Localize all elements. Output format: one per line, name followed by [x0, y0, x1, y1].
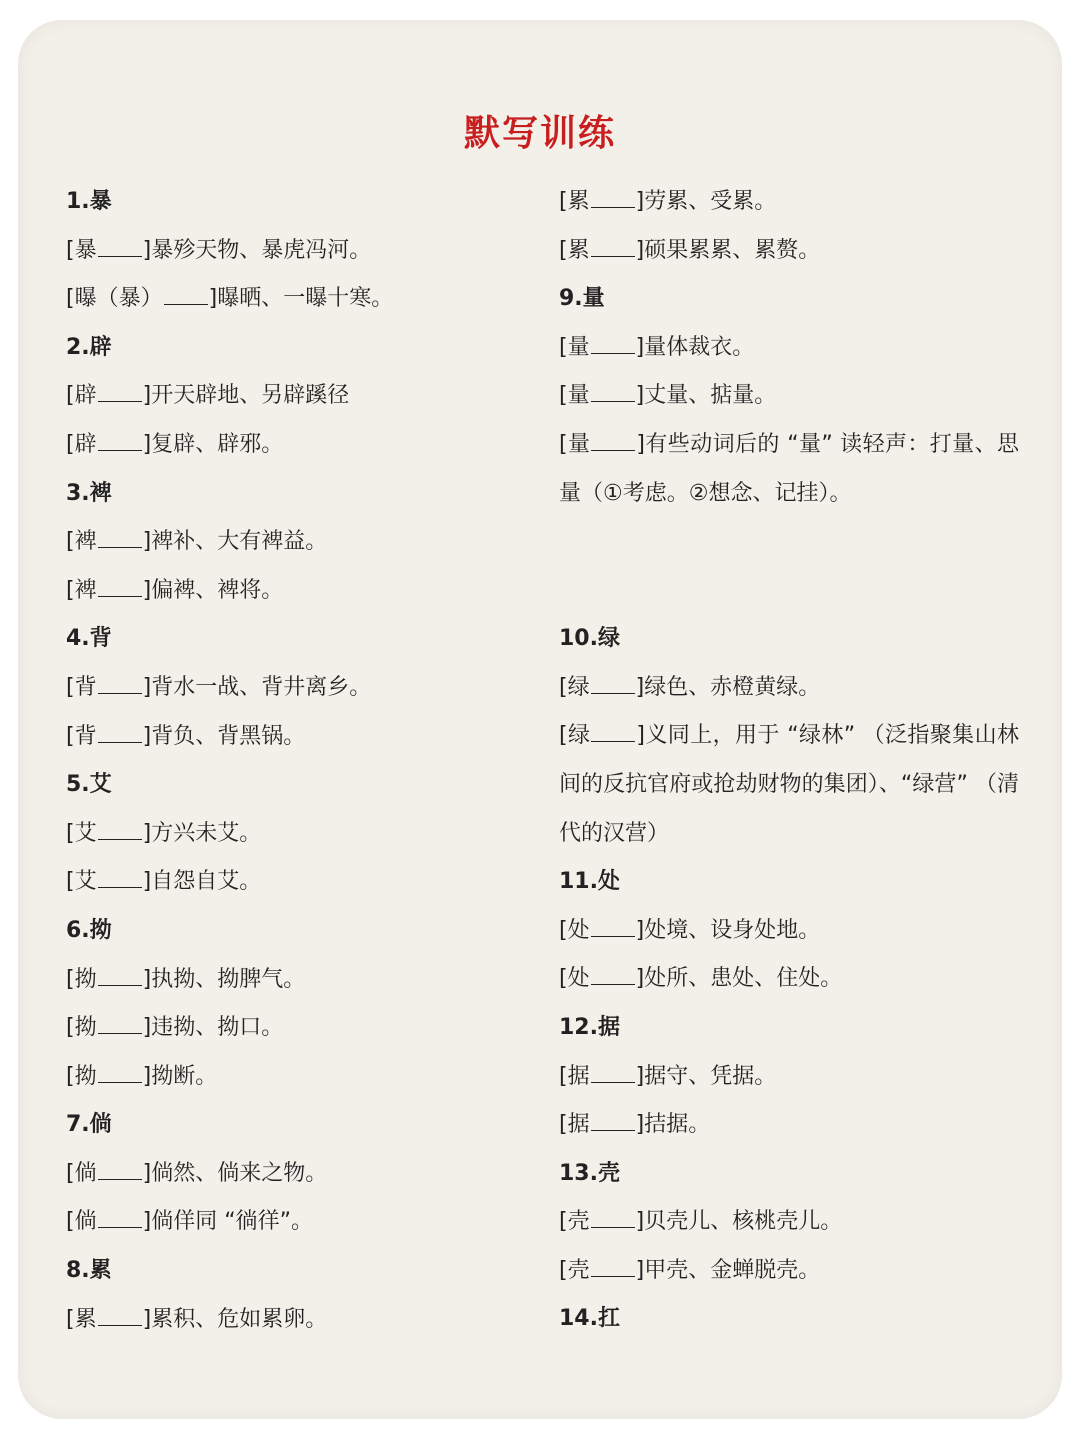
answer-blank[interactable]: [98, 722, 142, 743]
close-bracket: ]: [636, 431, 645, 457]
answer-blank[interactable]: [164, 284, 208, 305]
item-examples: 裨补、大有裨益。: [151, 529, 328, 555]
answer-blank[interactable]: [98, 1207, 142, 1228]
answer-blank[interactable]: [591, 430, 635, 451]
section-heading: 11.处: [559, 869, 620, 895]
item-char: 艾: [74, 869, 97, 895]
item-examples: 背水一战、背井离乡。: [151, 674, 372, 700]
close-bracket: ]: [142, 383, 152, 409]
close-bracket: ]: [142, 1209, 152, 1235]
item-char: 裨: [74, 529, 97, 555]
close-bracket: ]: [635, 1112, 645, 1138]
answer-blank[interactable]: [98, 965, 142, 986]
fill-blank-item: [559, 664, 1019, 713]
item-char: 拗: [74, 966, 97, 992]
close-bracket: ]: [635, 189, 645, 214]
close-bracket: ]: [635, 966, 645, 992]
item-examples: 暴殄天物、暴虎冯河。: [151, 237, 372, 263]
answer-blank[interactable]: [591, 187, 635, 208]
item-char: 壳: [567, 1257, 590, 1283]
item-examples: 量体裁衣。: [644, 334, 755, 360]
open-bracket: [: [559, 723, 568, 749]
section-heading: 1.暴: [66, 189, 112, 214]
answer-blank[interactable]: [98, 819, 142, 840]
open-bracket: [: [559, 1209, 568, 1235]
answer-blank[interactable]: [591, 381, 635, 402]
answer-blank[interactable]: [591, 1207, 635, 1228]
item-char: 累: [567, 189, 590, 214]
item-examples: 拮据。: [644, 1112, 711, 1138]
close-bracket: ]: [142, 820, 152, 846]
answer-blank[interactable]: [98, 1159, 142, 1180]
item-char: 量: [567, 431, 591, 457]
fill-blank-item: [66, 372, 506, 421]
open-bracket: [: [66, 1063, 75, 1089]
item-char: 拗: [74, 1063, 97, 1089]
open-bracket: [: [66, 820, 75, 846]
close-bracket: ]: [635, 383, 645, 409]
answer-blank[interactable]: [591, 721, 635, 742]
close-bracket: ]: [142, 869, 152, 895]
left-column: [66, 178, 506, 1344]
open-bracket: [: [66, 1160, 75, 1186]
item-examples: 处所、患处、住处。: [644, 966, 843, 992]
fill-blank-item: [559, 712, 1019, 858]
close-bracket: ]: [142, 1063, 152, 1089]
fill-blank-item: [66, 810, 506, 859]
item-char: 处: [567, 917, 590, 943]
fill-blank-item: [66, 421, 506, 470]
open-bracket: [: [66, 286, 75, 312]
fill-blank-item: [559, 1101, 1019, 1150]
item-char: 绿: [567, 723, 591, 749]
open-bracket: [: [559, 1112, 568, 1138]
answer-blank[interactable]: [591, 333, 635, 354]
answer-blank[interactable]: [98, 381, 142, 402]
item-examples: 复辟、辟邪。: [151, 431, 284, 457]
fill-blank-item: [559, 372, 1019, 421]
answer-blank[interactable]: [98, 576, 142, 597]
item-examples: 倘然、倘来之物。: [151, 1160, 328, 1186]
open-bracket: [: [559, 1063, 568, 1089]
open-bracket: [: [559, 334, 568, 360]
open-bracket: [: [66, 869, 75, 895]
close-bracket: ]: [635, 237, 645, 263]
section-heading: 13.壳: [559, 1160, 620, 1186]
item-char: 辟: [74, 431, 97, 457]
fill-blank-item: [66, 567, 506, 616]
close-bracket: ]: [142, 966, 152, 992]
open-bracket: [: [66, 723, 75, 749]
fill-blank-item: [66, 664, 506, 713]
section-heading: 6.拗: [66, 917, 112, 943]
section-heading: 3.裨: [66, 480, 112, 506]
open-bracket: [: [559, 674, 568, 700]
close-bracket: ]: [142, 237, 152, 263]
fill-blank-item: [66, 1053, 506, 1102]
fill-blank-item: [66, 858, 506, 907]
item-char: 暴: [74, 237, 97, 263]
fill-blank-item: [559, 1053, 1019, 1102]
open-bracket: [: [66, 237, 75, 263]
item-examples: 方兴未艾。: [151, 820, 262, 846]
fill-blank-item: [66, 1296, 506, 1345]
answer-blank[interactable]: [591, 236, 635, 257]
item-examples: 倘佯同 “徜徉”。: [151, 1209, 313, 1235]
close-bracket: ]: [635, 917, 645, 943]
close-bracket: ]: [208, 286, 218, 312]
item-examples: 执拗、拗脾气。: [151, 966, 306, 992]
item-examples: 自怨自艾。: [151, 869, 262, 895]
fill-blank-item: [559, 907, 1019, 956]
section-heading: 14.扛: [559, 1306, 620, 1332]
fill-blank-item: [559, 178, 1019, 227]
fill-blank-item: [66, 1004, 506, 1053]
page-title: 默写训练: [463, 113, 616, 154]
open-bracket: [: [559, 237, 568, 263]
item-examples: 丈量、掂量。: [644, 383, 777, 409]
item-char: 累: [567, 237, 590, 263]
item-char: 据: [567, 1063, 590, 1089]
item-char: 处: [567, 966, 590, 992]
close-bracket: ]: [142, 529, 152, 555]
right-column: [559, 178, 1019, 1344]
answer-blank[interactable]: [591, 916, 635, 937]
close-bracket: ]: [635, 1063, 645, 1089]
item-char: 壳: [567, 1209, 590, 1235]
section-heading: 8.累: [66, 1258, 112, 1284]
close-bracket: ]: [142, 1015, 152, 1041]
item-char: 拗: [74, 1015, 97, 1041]
item-examples: 义同上，用于 “绿林” （泛指聚集山林间的反抗官府或抢劫财物的集团）、“绿营” （清代的汉营）: [559, 723, 1019, 846]
section-heading: 2.辟: [66, 334, 112, 360]
fill-blank-item: [66, 518, 506, 567]
item-char: 据: [567, 1112, 590, 1138]
open-bracket: [: [559, 383, 568, 409]
close-bracket: ]: [636, 723, 645, 749]
answer-blank[interactable]: [591, 673, 635, 694]
item-char: 裨: [74, 577, 97, 603]
open-bracket: [: [66, 577, 75, 603]
close-bracket: ]: [142, 723, 152, 749]
close-bracket: ]: [142, 1306, 152, 1332]
item-char: 量: [567, 334, 590, 360]
open-bracket: [: [66, 1015, 75, 1041]
answer-blank[interactable]: [591, 964, 635, 985]
section-heading: 4.背: [66, 626, 112, 652]
open-bracket: [: [66, 1306, 75, 1332]
answer-blank[interactable]: [98, 673, 142, 694]
section-heading: 10.绿: [559, 626, 620, 652]
answer-blank[interactable]: [98, 527, 142, 548]
open-bracket: [: [66, 1209, 75, 1235]
fill-blank-item: [66, 956, 506, 1005]
answer-blank[interactable]: [98, 867, 142, 888]
section-heading: 7.倘: [66, 1112, 112, 1138]
answer-blank[interactable]: [591, 1110, 635, 1131]
item-examples: 有些动词后的 “量” 读轻声：打量、思量（①考虑。②想念、记挂）。: [559, 431, 1019, 506]
answer-blank[interactable]: [98, 1013, 142, 1034]
open-bracket: [: [66, 674, 75, 700]
open-bracket: [: [66, 966, 75, 992]
fill-blank-item: [559, 227, 1019, 276]
close-bracket: ]: [635, 1257, 645, 1283]
item-examples: 据守、凭据。: [644, 1063, 777, 1089]
item-examples: 甲壳、金蝉脱壳。: [644, 1257, 821, 1283]
answer-blank[interactable]: [591, 1062, 635, 1083]
close-bracket: ]: [142, 674, 152, 700]
item-examples: 绿色、赤橙黄绿。: [644, 674, 821, 700]
section-heading: 12.据: [559, 1014, 620, 1040]
item-examples: 处境、设身处地。: [644, 917, 821, 943]
open-bracket: [: [559, 966, 568, 992]
item-examples: 劳累、受累。: [644, 189, 777, 214]
item-char: 曝（暴）: [74, 286, 163, 312]
fill-blank-item: [559, 1198, 1019, 1247]
item-char: 艾: [74, 820, 97, 846]
answer-blank[interactable]: [98, 1305, 142, 1326]
fill-blank-item: [66, 275, 506, 324]
close-bracket: ]: [635, 334, 645, 360]
item-examples: 开天辟地、另辟蹊径: [151, 383, 350, 409]
fill-blank-item: [66, 227, 506, 276]
section-heading: 9.量: [559, 286, 605, 312]
item-char: 倘: [74, 1209, 97, 1235]
answer-blank[interactable]: [591, 1256, 635, 1277]
item-char: 累: [74, 1306, 97, 1332]
item-examples: 背负、背黑锅。: [151, 723, 306, 749]
open-bracket: [: [559, 431, 568, 457]
fill-blank-item: [66, 713, 506, 762]
item-examples: 拗断。: [151, 1063, 218, 1089]
answer-blank[interactable]: [98, 236, 142, 257]
item-examples: 违拗、拗口。: [151, 1015, 284, 1041]
close-bracket: ]: [142, 431, 152, 457]
open-bracket: [: [559, 1257, 568, 1283]
item-char: 量: [567, 383, 590, 409]
close-bracket: ]: [142, 577, 152, 603]
item-char: 背: [74, 723, 97, 749]
close-bracket: ]: [635, 1209, 645, 1235]
item-char: 辟: [74, 383, 97, 409]
item-examples: 曝晒、一曝十寒。: [217, 286, 394, 312]
item-examples: 硕果累累、累赘。: [644, 237, 821, 263]
column-spacer: [559, 518, 1019, 615]
item-examples: 偏裨、裨将。: [151, 577, 284, 603]
open-bracket: [: [66, 431, 75, 457]
close-bracket: ]: [142, 1160, 152, 1186]
open-bracket: [: [559, 917, 568, 943]
section-heading: 5.艾: [66, 772, 112, 798]
close-bracket: ]: [635, 674, 645, 700]
item-char: 倘: [74, 1160, 97, 1186]
item-examples: 累积、危如累卵。: [151, 1306, 328, 1332]
fill-blank-item: [559, 324, 1019, 373]
item-examples: 贝壳儿、核桃壳儿。: [644, 1209, 843, 1235]
fill-blank-item: [66, 1150, 506, 1199]
open-bracket: [: [66, 529, 75, 555]
open-bracket: [: [66, 383, 75, 409]
fill-blank-item: [559, 421, 1019, 518]
answer-blank[interactable]: [98, 1062, 142, 1083]
item-char: 背: [74, 674, 97, 700]
item-char: 绿: [567, 674, 590, 700]
open-bracket: [: [559, 189, 568, 214]
fill-blank-item: [559, 1247, 1019, 1296]
fill-blank-item: [559, 955, 1019, 1004]
fill-blank-item: [66, 1198, 506, 1247]
answer-blank[interactable]: [98, 430, 142, 451]
